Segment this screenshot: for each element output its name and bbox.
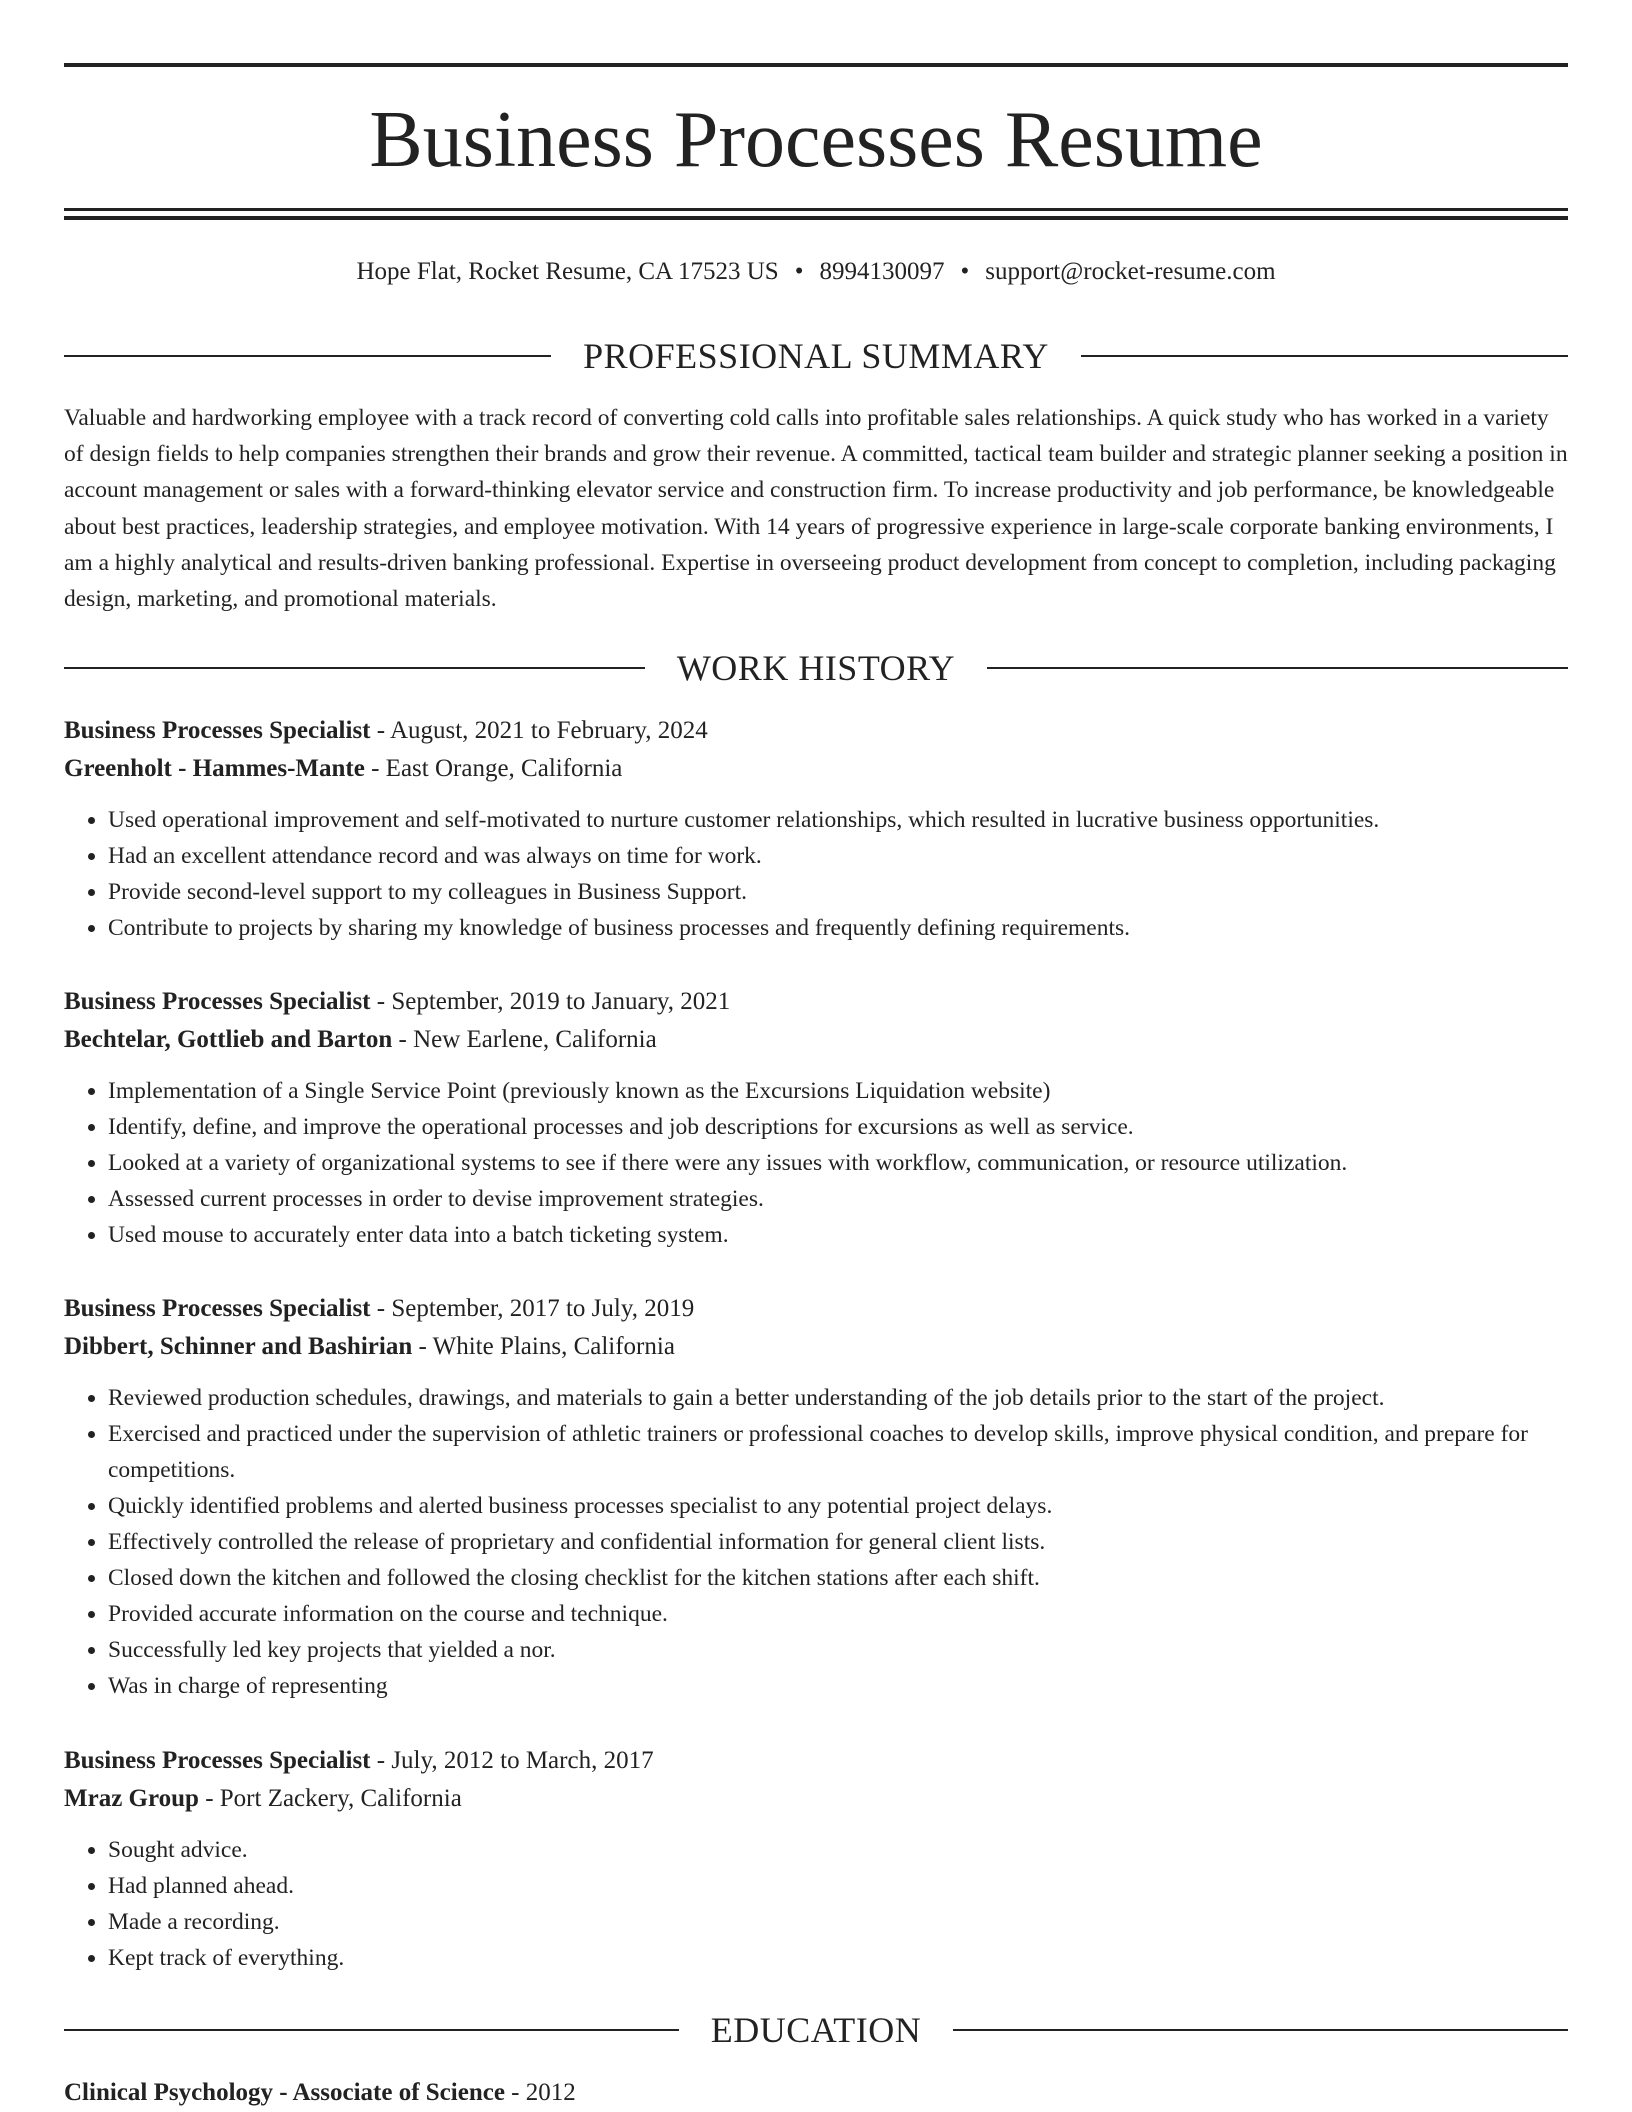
heading-rule-right: [953, 2029, 1568, 2031]
job-dates: - September, 2017 to July, 2019: [370, 1295, 695, 1322]
job-bullet: • Made a recording.: [108, 1904, 1568, 1940]
section-heading-summary: [64, 336, 1568, 376]
job-dates: - August, 2021 to February, 2024: [370, 717, 708, 744]
job-bullet: • Used mouse to accurately enter data into a batch ticketing system.: [108, 1217, 1568, 1253]
heading-rule-left: [64, 2029, 679, 2031]
job-bullet: • Exercised and practiced under the supervision of athletic trainers or professional coaches to develop skills, improve physical condition, and prepare for competitions.: [108, 1416, 1568, 1488]
job-title-line: [64, 1742, 1568, 1780]
section-heading-education: [64, 2010, 1568, 2050]
job-bullet: • Contribute to projects by sharing my knowledge of business processes and frequently defining requirements.: [108, 910, 1568, 946]
job-company-line: [64, 1780, 1568, 1818]
job-location: - East Orange, California: [364, 755, 623, 782]
job-bullet: • Reviewed production schedules, drawings, and materials to gain a better understanding of the job details prior to the start of the project.: [108, 1380, 1568, 1416]
job-bullet: • Had an excellent attendance record and was always on time for work.: [108, 838, 1568, 874]
title-rule-upper: [64, 208, 1568, 211]
job-bullet: • Used operational improvement and self-motivated to nurture customer relationships, which resulted in lucrative business opportunities.: [108, 802, 1568, 838]
job-title-line: [64, 1290, 1568, 1328]
job-bullets: [64, 1380, 1568, 1704]
job-company: Greenholt - Hammes-Mante: [64, 755, 365, 782]
job-location: - New Earlene, California: [392, 1026, 657, 1053]
job-company: Mraz Group: [64, 1785, 199, 1812]
job-bullet: • Had planned ahead.: [108, 1868, 1568, 1904]
job-bullet: • Identify, define, and improve the operational processes and job descriptions for excursions as well as service.: [108, 1109, 1568, 1145]
top-rule: [64, 63, 1568, 67]
job-bullet: • Successfully led key projects that yielded a nor.: [108, 1632, 1568, 1668]
job-bullet: • Quickly identified problems and alerted business processes specialist to any potential project delays.: [108, 1488, 1568, 1524]
job-entry: [64, 1742, 1568, 1976]
job-location: - Port Zackery, California: [198, 1785, 462, 1812]
title-rule-lower: [64, 216, 1568, 220]
heading-rule-left: [64, 667, 645, 669]
job-entry: [64, 983, 1568, 1253]
job-bullets: [64, 1832, 1568, 1976]
job-bullet: • Provide second-level support to my colleagues in Business Support.: [108, 874, 1568, 910]
education-degree: Clinical Psychology - Associate of Science: [64, 2079, 505, 2106]
contact-separator: •: [960, 258, 970, 285]
job-bullets: [64, 802, 1568, 946]
job-title: Business Processes Specialist: [64, 1747, 371, 1774]
contact-address: Hope Flat, Rocket Resume, CA 17523 US: [356, 258, 779, 285]
job-bullet: • Kept track of everything.: [108, 1940, 1568, 1976]
job-bullet: • Looked at a variety of organizational systems to see if there were any issues with workflow, communication, or resource utilization.: [108, 1145, 1568, 1181]
job-dates: - July, 2012 to March, 2017: [370, 1747, 654, 1774]
job-company: Bechtelar, Gottlieb and Barton: [64, 1026, 393, 1053]
job-bullet: • Closed down the kitchen and followed the closing checklist for the kitchen stations after each shift.: [108, 1560, 1568, 1596]
education-line: [64, 2074, 1568, 2112]
section-title: EDUCATION: [710, 2010, 922, 2050]
job-bullet: • Assessed current processes in order to devise improvement strategies.: [108, 1181, 1568, 1217]
heading-rule-right: [987, 667, 1568, 669]
job-entry: [64, 712, 1568, 946]
job-title: Business Processes Specialist: [64, 1295, 371, 1322]
heading-rule-right: [1081, 355, 1568, 357]
job-location: - White Plains, California: [412, 1333, 675, 1360]
section-heading-work-history: [64, 648, 1568, 688]
section-title: WORK HISTORY: [676, 648, 956, 688]
education-year: - 2012: [504, 2079, 576, 2106]
job-bullets: [64, 1073, 1568, 1253]
job-bullet: • Was in charge of representing: [108, 1668, 1568, 1704]
job-title-line: [64, 712, 1568, 750]
job-company-line: [64, 750, 1568, 788]
education-entry: [64, 2074, 1568, 2112]
job-company-line: [64, 1021, 1568, 1059]
summary-paragraph: Valuable and hardworking employee with a track record of converting cold calls into profitable sales relationships. A quick study who has worked in a variety of design fields to help companies strengthen their brands and grow their revenue. A committed, tactical team builder and strategic planner seeking a position in account management or sales with a forward-thinking elevator service and construction firm. To increase productivity and job performance, be knowledgeable about best practices, leadership strategies, and employee motivation. With 14 years of progressive experience in large-scale corporate banking environments, I am a highly analytical and results-driven banking professional. Expertise in overseeing product development from concept to completion, including packaging design, marketing, and promotional materials.: [64, 405, 1568, 613]
job-title: Business Processes Specialist: [64, 988, 371, 1015]
section-title: PROFESSIONAL SUMMARY: [583, 336, 1049, 376]
job-company-line: [64, 1328, 1568, 1366]
job-bullet: • Provided accurate information on the course and technique.: [108, 1596, 1568, 1632]
job-company: Dibbert, Schinner and Bashirian: [64, 1333, 413, 1360]
job-bullet: • Sought advice.: [108, 1832, 1568, 1868]
resume-title: Business Processes Resume: [369, 96, 1263, 184]
job-dates: - September, 2019 to January, 2021: [370, 988, 731, 1015]
contact-separator: •: [794, 258, 804, 285]
job-entry: [64, 1290, 1568, 1704]
contact-line: [64, 256, 1568, 288]
contact-phone: 8994130097: [819, 258, 945, 285]
job-bullet: • Effectively controlled the release of proprietary and confidential information for general client lists.: [108, 1524, 1568, 1560]
job-title-line: [64, 983, 1568, 1021]
job-bullet: • Implementation of a Single Service Point (previously known as the Excursions Liquidation website): [108, 1073, 1568, 1109]
job-title: Business Processes Specialist: [64, 717, 371, 744]
heading-rule-left: [64, 355, 551, 357]
contact-email: support@rocket-resume.com: [985, 258, 1276, 285]
